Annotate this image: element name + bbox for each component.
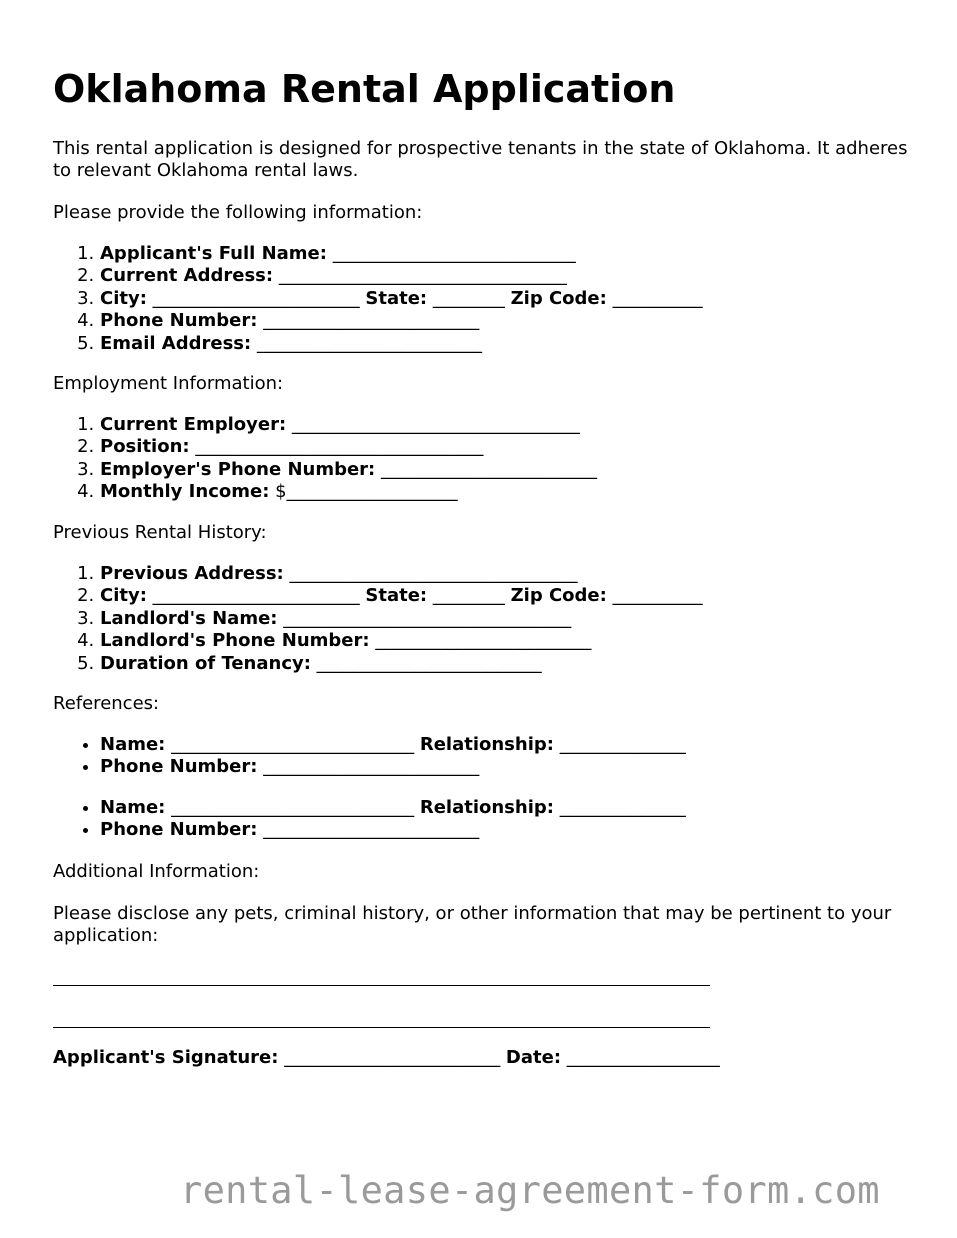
signature-line (53, 1047, 720, 1069)
list-item (100, 734, 686, 756)
field-label: Previous Address: (100, 563, 284, 584)
reference-1-relationship-field[interactable]: ______________ (559, 734, 686, 755)
zip-code-field[interactable]: __________ (612, 287, 703, 309)
position-field[interactable]: ________________________________ (195, 436, 484, 458)
field-label: State: (365, 287, 428, 309)
list-item (100, 333, 703, 355)
field-label: Phone Number: (100, 819, 258, 841)
list-item (100, 459, 597, 481)
employment-section-heading: Employment Information: (53, 373, 284, 394)
list-item (100, 756, 686, 778)
additional-info-prompt: Please disclose any pets, criminal history, or other information that may be pertinent to your application: (53, 903, 892, 946)
additional-section-heading: Additional Information: (53, 861, 260, 882)
currency-prefix: $ (275, 481, 287, 503)
list-item (100, 563, 703, 585)
field-label: Zip Code: (510, 585, 607, 607)
previous-city-field[interactable]: _______________________ (152, 585, 360, 607)
applicant-section-heading: Please provide the following information: (53, 202, 423, 223)
current-employer-field[interactable]: ________________________________ (291, 414, 580, 435)
date-field[interactable]: _________________ (566, 1047, 720, 1068)
field-label: Name: (100, 734, 166, 755)
field-label: Position: (100, 436, 190, 458)
references-section-heading: References: (53, 693, 160, 714)
list-item (100, 585, 703, 607)
duration-of-tenancy-field[interactable]: _________________________ (316, 652, 542, 674)
landlord-name-field[interactable]: ________________________________ (283, 607, 572, 629)
field-label: Phone Number: (100, 756, 258, 778)
reference-2-name-field[interactable]: ___________________________ (171, 797, 415, 818)
field-label: State: (365, 585, 428, 607)
employer-phone-field[interactable]: ________________________ (380, 458, 597, 480)
reference-1-name-field[interactable]: ___________________________ (171, 734, 415, 755)
email-address-field[interactable]: _________________________ (256, 332, 482, 354)
list-item (100, 819, 686, 841)
list-item (100, 630, 703, 652)
field-label: Applicant's Full Name: (100, 243, 327, 264)
page-title: Oklahoma Rental Application (53, 67, 676, 111)
list-item (100, 288, 703, 310)
field-label: Phone Number: (100, 310, 258, 332)
reference-2-relationship-field[interactable]: ______________ (559, 797, 686, 818)
field-label: Zip Code: (510, 287, 607, 309)
signature-field[interactable]: ________________________ (284, 1047, 501, 1068)
field-label: City: (100, 585, 147, 607)
list-item (100, 265, 703, 287)
reference-1-phone-field[interactable]: ________________________ (263, 756, 480, 778)
field-label: Name: (100, 797, 166, 818)
applicant-info-list (53, 243, 703, 355)
field-label: Landlord's Phone Number: (100, 630, 370, 652)
list-item (100, 414, 597, 436)
additional-info-line-2[interactable] (53, 1027, 710, 1028)
list-item (100, 653, 703, 675)
intro-paragraph: This rental application is designed for prospective tenants in the state of Oklahoma. It adheres to relevant Oklahoma rental laws. (53, 138, 908, 181)
full-name-field[interactable]: ___________________________ (332, 243, 576, 264)
reference-1-list (53, 734, 686, 779)
field-label: Duration of Tenancy: (100, 652, 311, 674)
date-label: Date: (505, 1047, 562, 1068)
additional-info-line-1[interactable] (53, 985, 710, 986)
previous-zip-code-field[interactable]: __________ (612, 585, 703, 607)
state-field[interactable]: ________ (432, 287, 505, 309)
phone-number-field[interactable]: ________________________ (263, 310, 480, 332)
field-label: Relationship: (419, 797, 554, 818)
field-label: Relationship: (419, 734, 554, 755)
city-field[interactable]: _______________________ (152, 287, 360, 309)
list-item (100, 481, 597, 503)
list-item (100, 797, 686, 819)
rental-history-list (53, 563, 703, 675)
field-label: City: (100, 287, 147, 309)
previous-address-field[interactable]: ________________________________ (289, 563, 578, 584)
rental-history-section-heading: Previous Rental History: (53, 522, 267, 543)
list-item (100, 608, 703, 630)
list-item (100, 310, 703, 332)
employment-info-list (53, 414, 597, 504)
landlord-phone-field[interactable]: ________________________ (375, 630, 592, 652)
reference-2-phone-field[interactable]: ________________________ (263, 819, 480, 841)
list-item (100, 243, 703, 265)
field-label: Current Address: (100, 265, 274, 287)
list-item (100, 436, 597, 458)
previous-state-field[interactable]: ________ (432, 585, 505, 607)
watermark: rental-lease-agreement-form.com (180, 1169, 880, 1212)
field-label: Monthly Income: (100, 481, 270, 503)
reference-2-list (53, 797, 686, 842)
current-address-field[interactable]: ________________________________ (278, 265, 567, 287)
field-label: Landlord's Name: (100, 607, 278, 629)
signature-label: Applicant's Signature: (53, 1047, 279, 1068)
monthly-income-field[interactable]: ___________________ (286, 481, 458, 503)
field-label: Current Employer: (100, 414, 287, 435)
field-label: Email Address: (100, 332, 252, 354)
field-label: Employer's Phone Number: (100, 458, 376, 480)
